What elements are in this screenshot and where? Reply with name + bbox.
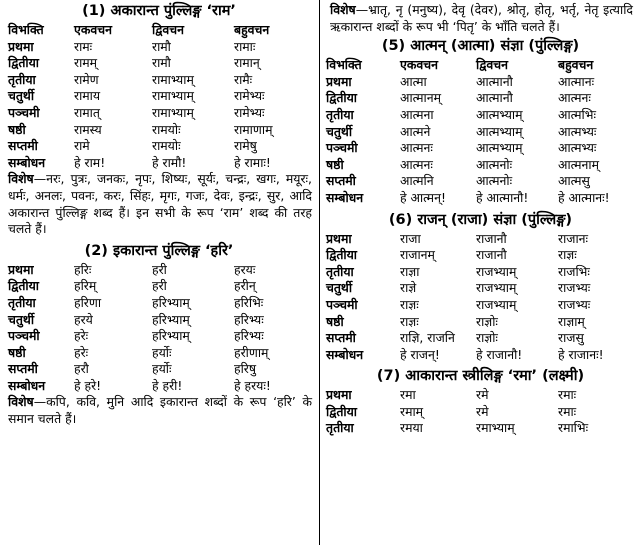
rajan-case-name: षष्ठी (326, 313, 344, 329)
rama-case-name: द्वितीया (326, 403, 358, 419)
ram-form-cell: हे रामाः! (234, 154, 271, 170)
rajan-case-name: चतुर्थी (326, 280, 353, 296)
ram-header-cell: विभक्ति (8, 22, 44, 37)
ram-note-text: —नरः, पुत्रः, जनकः, नृपः, शिष्यः, सूर्यः, चन्द्रः, खगः, मयूरः, धर्मः, अनलः, पवनः, करः, सिंहः, मृगः, गजः, देवः, इन्द्रः, सुर, आदि अकारान्त पुंल्लिङ्ग शब्द हैं। इन सभी के रूप ‘राम’ शब्द की तरह चलते हैं। (8, 171, 312, 237)
rajan-form-cell: राजभ्याम् (476, 296, 517, 312)
atman-header-row (322, 57, 639, 74)
atman-form-cell: आत्मनः (400, 140, 433, 156)
rajan-table-row (322, 297, 639, 314)
ram-form-cell: रामे (74, 138, 90, 154)
rama-table (322, 387, 639, 437)
ram-form-cell: रामम् (74, 55, 98, 71)
rajan-title: (6) राजन् (राजा) संज्ञा (पुंल्लिङ्ग) (388, 211, 573, 228)
hari-form-cell: हरिभ्यः (234, 311, 264, 327)
rajan-form-cell: राजभ्याम् (476, 263, 517, 279)
rajan-form-cell: हे राजानौ! (476, 346, 523, 362)
ram-case-name: सम्बोधन (8, 154, 46, 170)
hari-note-label: विशेष (8, 394, 34, 410)
hari-form-cell: हरये (74, 311, 93, 327)
atman-form-cell: हे आत्मानौ! (476, 189, 529, 205)
ram-header-cell: द्विवचन (152, 22, 184, 37)
rama-form-cell: रमे (476, 403, 489, 419)
rajan-case-name: द्वितीया (326, 247, 358, 263)
ram-table-row (0, 88, 318, 105)
hari-form-cell: हरयः (234, 261, 256, 277)
atman-form-cell: आत्मभ्याम् (476, 123, 523, 139)
atman-form-cell: आत्मनाम् (558, 156, 600, 172)
atman-table (322, 57, 639, 206)
rajan-form-cell: राजानौ (476, 230, 507, 246)
hari-form-cell: हरिभ्यः (234, 328, 264, 344)
atman-form-cell: आत्मनः (558, 90, 591, 106)
ram-form-cell: रामयोः (152, 138, 181, 154)
atman-case-name: सम्बोधन (326, 189, 364, 205)
atman-table-row (322, 190, 639, 207)
hari-form-cell: हरी (152, 278, 167, 294)
ram-header-cell: एकवचन (74, 22, 113, 37)
left-column (0, 0, 318, 428)
rama-case-name: प्रथमा (326, 387, 352, 403)
atman-form-cell: आत्मनः (400, 156, 433, 172)
ram-case-name: तृतीया (8, 71, 36, 87)
rajan-form-cell: राज्ञा (400, 263, 420, 279)
rajan-form-cell: राज्ञि, राजनि (400, 330, 455, 346)
ram-form-cell: रामाणाम् (234, 121, 273, 137)
hari-form-cell: हे हरी! (152, 377, 183, 393)
rama-case-name: तृतीया (326, 420, 354, 436)
rama-form-cell: रमाभ्याम् (476, 420, 515, 436)
atman-table-row (322, 74, 639, 91)
rama-form-cell: रमाः (558, 403, 577, 419)
ram-form-cell: हे रामौ! (152, 154, 187, 170)
ram-form-cell: रामाभ्याम् (152, 104, 194, 120)
ram-form-cell: हे राम! (74, 154, 106, 170)
hari-table (0, 262, 318, 395)
rajan-form-cell: राजभिः (558, 263, 590, 279)
ram-form-cell: रामेभ्यः (234, 88, 265, 104)
atman-form-cell: आत्मानम् (400, 90, 442, 106)
atman-form-cell: आत्मा (400, 73, 427, 89)
atman-case-name: द्वितीया (326, 90, 358, 106)
rama-form-cell: रमा (400, 387, 416, 403)
ram-form-cell: रामाय (74, 88, 101, 104)
atman-case-name: पञ्चमी (326, 140, 358, 156)
ram-table-row (0, 138, 318, 155)
atman-form-cell: आत्मानः (558, 73, 595, 89)
atman-case-name: चतुर्थी (326, 123, 353, 139)
rajan-case-name: प्रथमा (326, 230, 352, 246)
rajan-form-cell: राजा (400, 230, 421, 246)
atman-form-cell: आत्मभिः (558, 106, 596, 122)
ram-case-name: षष्ठी (8, 121, 26, 137)
rajan-form-cell: राज्ञः (400, 296, 419, 312)
atman-form-cell: आत्मने (400, 123, 431, 139)
rajan-form-cell: राजानः (558, 230, 589, 246)
atman-case-name: सप्तमी (326, 173, 356, 189)
rajan-form-cell: राज्ञोः (476, 330, 498, 346)
rama-table-row (322, 387, 639, 404)
pitr-note-label: विशेष (330, 2, 356, 17)
hari-table-row (0, 345, 318, 362)
ram-table-row (0, 39, 318, 56)
atman-table-row (322, 157, 639, 174)
hari-case-name: पञ्चमी (8, 328, 40, 344)
rajan-table-row (322, 231, 639, 248)
rajan-form-cell: राजभ्यः (558, 280, 591, 296)
ram-form-cell: रामौ (152, 38, 171, 54)
hari-table-row (0, 278, 318, 295)
ram-table-row (0, 72, 318, 89)
hari-table-row (0, 295, 318, 312)
rajan-table-row (322, 247, 639, 264)
ram-table (0, 22, 318, 171)
ram-title: (1) अकारान्त पुंल्लिङ्ग ‘राम’ (82, 3, 236, 19)
ram-form-cell: रामेण (74, 71, 99, 87)
hari-form-cell: हरिषु (234, 361, 257, 377)
atman-form-cell: हे आत्मानः! (558, 189, 610, 205)
hari-form-cell: हर्योः (152, 344, 172, 360)
atman-case-name: षष्ठी (326, 156, 344, 172)
rama-table-row (322, 404, 639, 421)
hari-table-row (0, 262, 318, 279)
rajan-form-cell: राजभ्यः (558, 296, 591, 312)
ram-form-cell: रामान् (234, 55, 260, 71)
rajan-case-name: पञ्चमी (326, 296, 358, 312)
rajan-form-cell: हे राजानः! (558, 346, 604, 362)
hari-form-cell: हरिणा (74, 294, 102, 310)
rajan-form-cell: राज्ञः (400, 313, 419, 329)
rajan-table-row (322, 280, 639, 297)
ram-form-cell: रामाभ्याम् (152, 71, 194, 87)
ram-form-cell: रामेभ्यः (234, 104, 265, 120)
rajan-case-name: तृतीया (326, 263, 354, 279)
rajan-table-row (322, 264, 639, 281)
atman-table-row (322, 140, 639, 157)
atman-table-row (322, 107, 639, 124)
hari-case-name: सप्तमी (8, 361, 38, 377)
rajan-form-cell: हे राजन्! (400, 346, 440, 362)
ram-form-cell: रामौ (152, 55, 171, 71)
hari-form-cell: हरीन् (234, 278, 256, 294)
ram-note (0, 171, 318, 237)
ram-case-name: सप्तमी (8, 138, 38, 154)
hari-form-cell: हरीणाम् (234, 344, 269, 360)
atman-form-cell: आत्मनोः (476, 173, 513, 189)
ram-form-cell: रामात् (74, 104, 100, 120)
hari-case-name: द्वितीया (8, 278, 40, 294)
hari-form-cell: हरेः (74, 344, 89, 360)
hari-table-row (0, 378, 318, 395)
rajan-form-cell: राज्ञः (558, 247, 577, 263)
hari-form-cell: हे हरे! (74, 377, 102, 393)
ram-form-cell: रामेषु (234, 138, 257, 154)
atman-table-row (322, 90, 639, 107)
hari-form-cell: हरिभिः (234, 294, 264, 310)
atman-header-cell: द्विवचन (476, 57, 508, 73)
ram-case-name: द्वितीया (8, 55, 40, 71)
ram-table-row (0, 155, 318, 172)
rajan-table (322, 231, 639, 364)
atman-form-cell: हे आत्मन्! (400, 189, 446, 205)
column-divider (319, 0, 320, 545)
atman-form-cell: आत्मभ्याम् (476, 106, 523, 122)
rama-form-cell: रमाः (558, 387, 577, 403)
ram-form-cell: रामाभ्याम् (152, 88, 194, 104)
hari-form-cell: हरिः (74, 261, 92, 277)
atman-form-cell: आत्मना (400, 106, 434, 122)
rajan-form-cell: राज्ञाम् (558, 313, 585, 329)
rajan-table-row (322, 347, 639, 364)
ram-table-row (0, 55, 318, 72)
atman-case-name: प्रथमा (326, 73, 352, 89)
rajan-case-name: सम्बोधन (326, 346, 364, 362)
hari-note-text: —कपि, कवि, मुनि आदि इकारान्त शब्दों के रूप ‘हरि’ के समान चलते हैं। (8, 394, 312, 427)
atman-header-cell: विभक्ति (326, 57, 362, 73)
rajan-form-cell: राज्ञोः (476, 313, 498, 329)
hari-case-name: तृतीया (8, 294, 36, 310)
hari-form-cell: हर्योः (152, 361, 172, 377)
atman-form-cell: आत्मानौ (476, 73, 513, 89)
ram-table-row (0, 105, 318, 122)
pitr-note-text: —भ्रातृ, नृ (मनुष्य), देवृ (देवर), श्रोतृ, होतृ, भर्तृ, नेतृ इत्यादि ऋकारान्त शब्दों के रूप भी ‘पितृ’ के भाँति चलते हैं। (330, 2, 633, 34)
ram-header-cell: बहुवचन (234, 22, 270, 37)
atman-header-cell: एकवचन (400, 57, 439, 73)
rama-form-cell: रमे (476, 387, 489, 403)
rama-table-row (322, 420, 639, 437)
rama-form-cell: रमया (400, 420, 423, 436)
atman-form-cell: आत्मभ्याम् (476, 140, 523, 156)
hari-form-cell: हरिभ्याम् (152, 328, 190, 344)
ram-table-row (0, 122, 318, 139)
atman-title: (5) आत्मन् (आत्मा) संज्ञा (पुंल्लिङ्ग) (381, 38, 580, 55)
hari-case-name: प्रथमा (8, 261, 34, 277)
rama-title: (7) आकारान्त स्त्रीलिङ्ग ‘रमा’ (लक्ष्मी) (376, 368, 585, 385)
ram-header-row (0, 22, 318, 39)
atman-form-cell: आत्मनोः (476, 156, 513, 172)
ram-case-name: प्रथमा (8, 38, 34, 54)
hari-table-row (0, 328, 318, 345)
atman-form-cell: आत्मानौ (476, 90, 513, 106)
hari-case-name: सम्बोधन (8, 377, 46, 393)
atman-form-cell: आत्मसु (558, 173, 590, 189)
atman-form-cell: आत्मभ्यः (558, 123, 597, 139)
ram-form-cell: रामैः (234, 71, 253, 87)
ram-case-name: पञ्चमी (8, 104, 40, 120)
right-column (322, 0, 639, 437)
ram-form-cell: रामस्य (74, 121, 102, 137)
hari-form-cell: हरिम् (74, 278, 97, 294)
hari-table-row (0, 312, 318, 329)
atman-header-cell: बहुवचन (558, 57, 594, 73)
hari-title: (2) इकारान्त पुंल्लिङ्ग ‘हरि’ (84, 242, 234, 259)
hari-table-row (0, 361, 318, 378)
rajan-form-cell: राजसु (558, 330, 584, 346)
atman-table-row (322, 124, 639, 141)
hari-form-cell: हरिभ्याम् (152, 311, 190, 327)
atman-case-name: तृतीया (326, 106, 354, 122)
hari-form-cell: हरी (152, 261, 167, 277)
rama-form-cell: रमाम् (400, 403, 424, 419)
hari-case-name: चतुर्थी (8, 311, 35, 327)
rajan-form-cell: राजानौ (476, 247, 507, 263)
atman-form-cell: आत्मभ्यः (558, 140, 597, 156)
hari-form-cell: हरेः (74, 328, 89, 344)
hari-form-cell: हे हरयः! (234, 377, 271, 393)
ram-form-cell: रामः (74, 38, 93, 54)
ram-note-label: विशेष (8, 171, 34, 187)
pitr-note (322, 0, 639, 35)
rajan-form-cell: राजभ्याम् (476, 280, 517, 296)
ram-case-name: चतुर्थी (8, 88, 35, 104)
hari-form-cell: हरिभ्याम् (152, 294, 190, 310)
hari-form-cell: हरौ (74, 361, 89, 377)
ram-form-cell: रामयोः (152, 121, 181, 137)
rajan-form-cell: राजानम् (400, 247, 435, 263)
rajan-form-cell: राज्ञे (400, 280, 417, 296)
hari-note (0, 394, 318, 427)
rajan-table-row (322, 330, 639, 347)
atman-table-row (322, 173, 639, 190)
ram-form-cell: रामाः (234, 38, 256, 54)
hari-case-name: षष्ठी (8, 344, 26, 360)
atman-form-cell: आत्मनि (400, 173, 434, 189)
rama-form-cell: रमाभिः (558, 420, 589, 436)
rajan-case-name: सप्तमी (326, 330, 356, 346)
rajan-table-row (322, 314, 639, 331)
